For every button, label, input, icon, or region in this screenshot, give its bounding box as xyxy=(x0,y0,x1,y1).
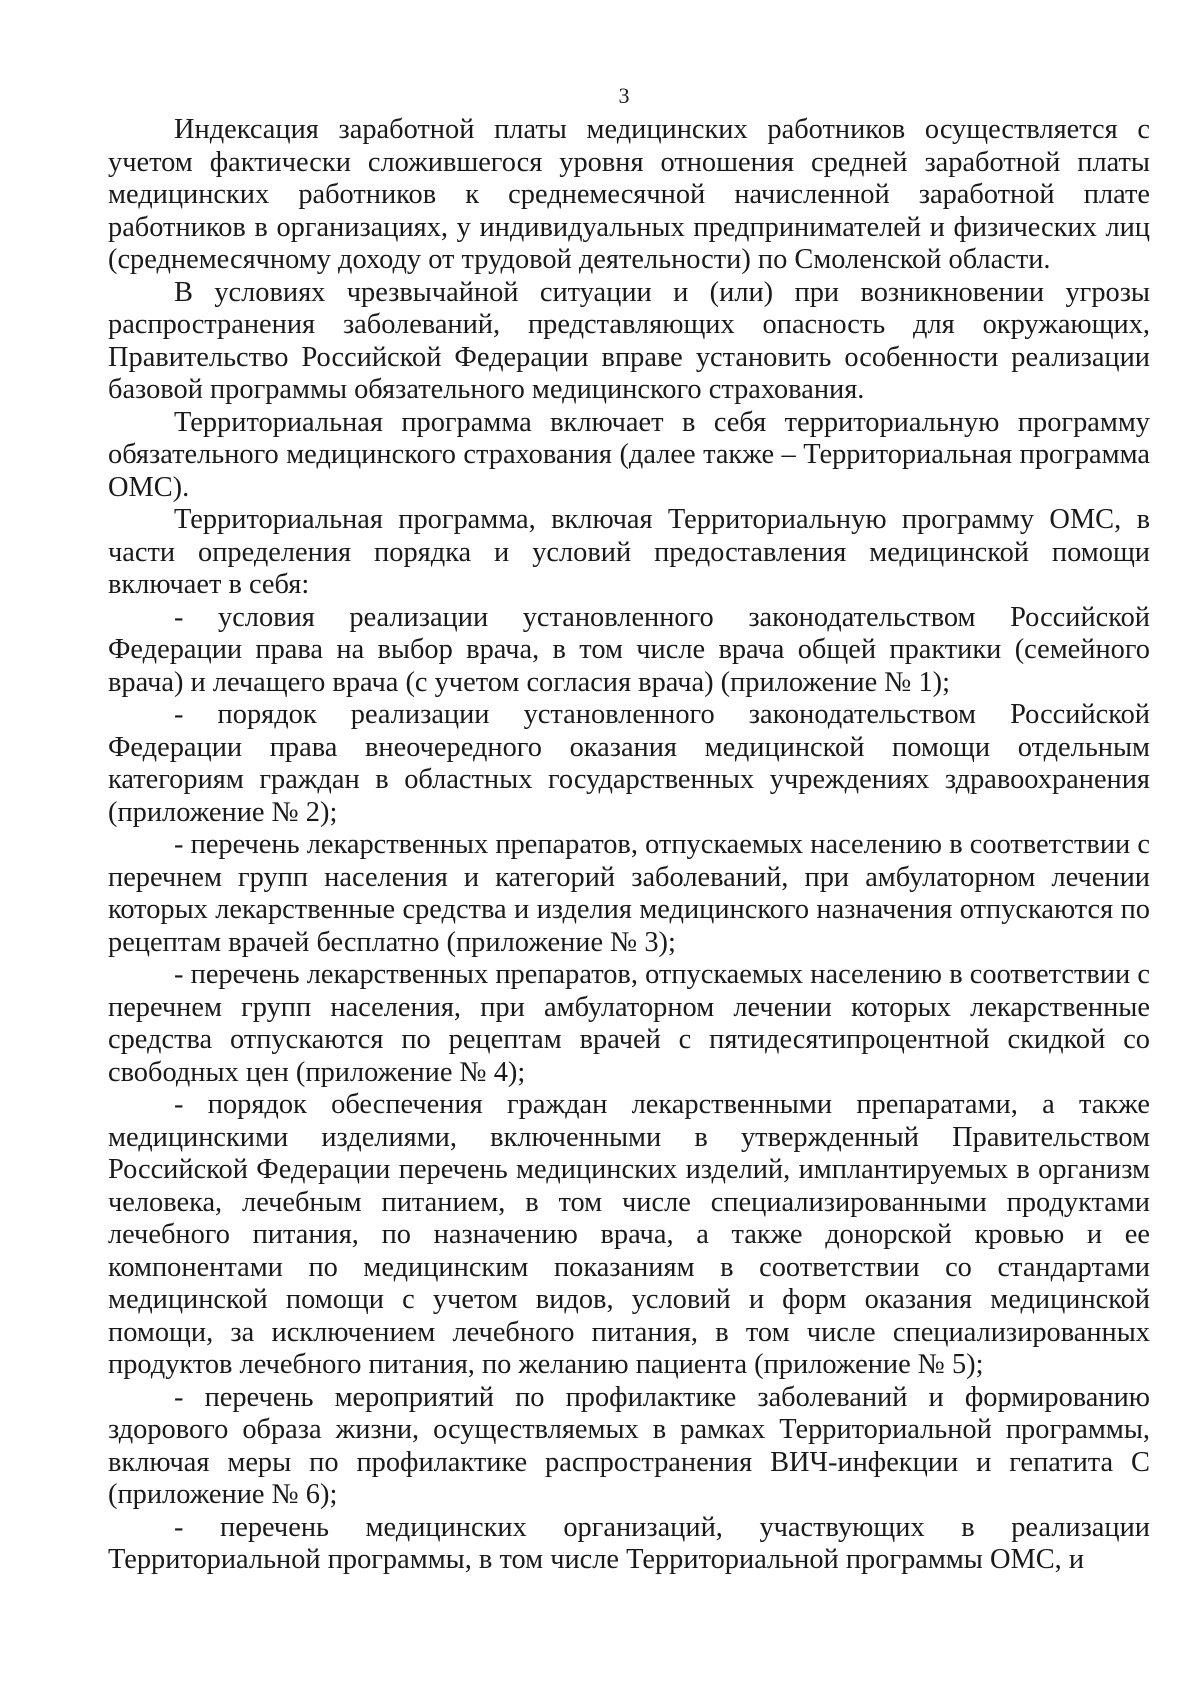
list-item-discounted-medicines: - перечень лекарственных препаратов, отпускаемых населению в соответствии с перечнем групп населения, при амбулаторном лечении которых лекарственные средства отпускаются по рецептам врачей с пятидесятипроцентной скидкой со свободных цен (приложение № 4); xyxy=(108,959,1150,1088)
paragraph-program-includes: Территориальная программа, включая Территориальную программу ОМС, в части определения порядка и условий предоставления медицинской помощи включает в себя: xyxy=(108,504,1150,600)
paragraph-salary-indexation: Индексация заработной платы медицинских работников осуществляется с учетом фактически сложившегося уровня отношения средней заработной платы медицинских работников к среднемесячной начисленной заработной плате работников в организациях, у индивидуальных предпринимателей и физических лиц (среднемесячному доходу от трудовой деятельности) по Смоленской области. xyxy=(108,114,1150,275)
list-item-medical-organizations: - перечень медицинских организаций, участвующих в реализации Территориальной программы, в том числе Территориальной программы ОМС, и xyxy=(108,1511,1150,1575)
list-item-choice-of-doctor: - условия реализации установленного законодательством Российской Федерации права на выбор врача, в том числе врача общей практики (семейного врача) и лечащего врача (с учетом согласия врача) (приложение № 1); xyxy=(108,601,1150,698)
list-item-priority-care: - порядок реализации установленного законодательством Российской Федерации права внеочередного оказания медицинской помощи отдельным категориям граждан в областных государственных учреждениях здравоохранения (приложение № 2); xyxy=(108,699,1150,828)
paragraph-program-composition: Территориальная программа включает в себя территориальную программу обязательного медицинского страхования (далее также – Территориальная программа ОМС). xyxy=(108,406,1150,503)
list-item-medicines-provision-order: - порядок обеспечения граждан лекарственными препаратами, а также медицинскими изделиями, включенными в утвержденный Правительством Российской Федерации перечень медицинских изделий, имплантируемых в организм человека, лечебным питанием, в том числе специализированными продуктами лечебного питания, по назначению врача, а также донорской кровью и ее компонентами по медицинским показаниям в соответствии со стандартами медицинской помощи с учетом видов, условий и форм оказания медицинской помощи, за исключением лечебного питания, в том числе специализированных продуктов лечебного питания, по желанию пациента (приложение № 5); xyxy=(108,1089,1150,1380)
list-item-prevention-measures: - перечень мероприятий по профилактике заболеваний и формированию здорового образа жизни, осуществляемых в рамках Территориальной программы, включая меры по профилактике распространения ВИЧ-инфекции и гепатита С (приложение № 6); xyxy=(108,1381,1150,1510)
list-item-free-medicines: - перечень лекарственных препаратов, отпускаемых населению в соответствии с перечнем групп населения и категорий заболеваний, при амбулаторном лечении которых лекарственные средства и изделия медицинского назначения отпускаются по рецептам врачей бесплатно (приложение № 3); xyxy=(108,829,1150,958)
paragraph-emergency-conditions: В условиях чрезвычайной ситуации и (или) при возникновении угрозы распространения заболеваний, представляющих опасность для окружающих, Правительство Российской Федерации вправе установить особенности реализации базовой программы обязательного медицинского страхования. xyxy=(108,276,1150,405)
page-number: 3 xyxy=(618,83,630,108)
document-body xyxy=(108,114,1150,1577)
